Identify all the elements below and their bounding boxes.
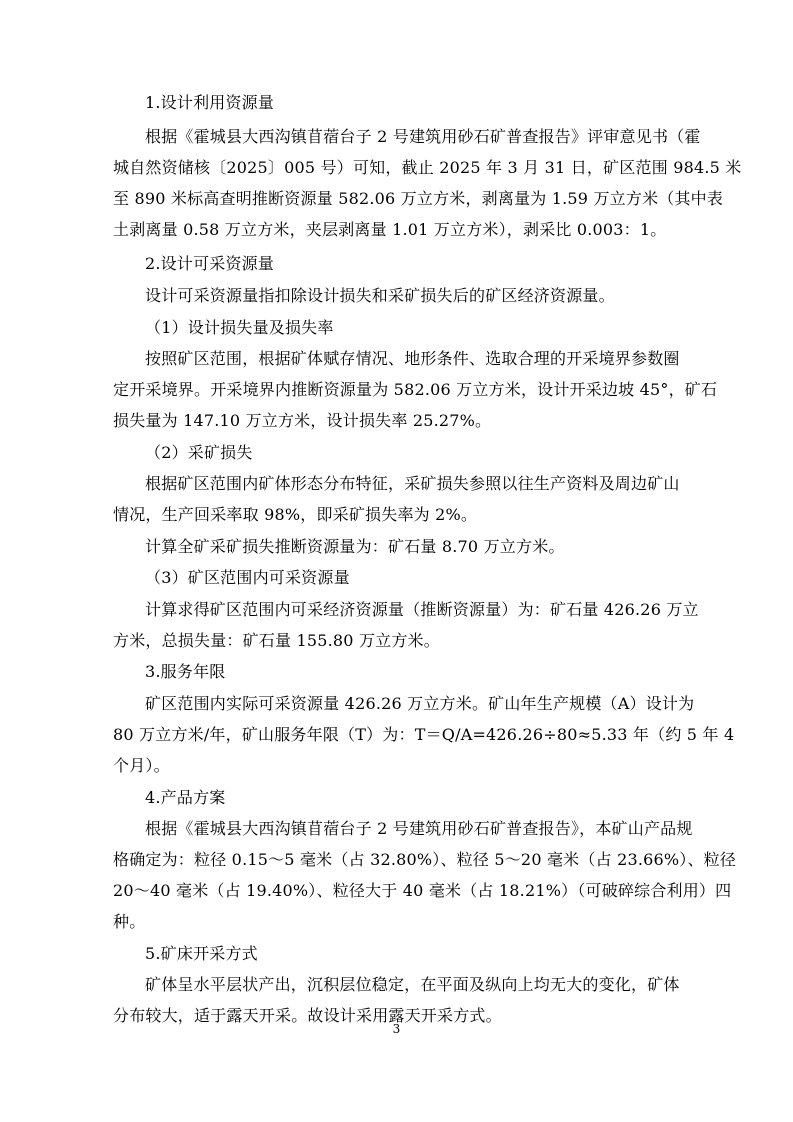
paragraph-line: 计算求得矿区范围内可采经济资源量（推断资源量）为：矿石量 426.26 万立 [145, 600, 699, 619]
paragraph-line: 至 890 米标高查明推断资源量 582.06 万立方米，剥离量为 1.59 万立方米（其中表 [113, 189, 724, 208]
section-heading-design-resources: 1.设计利用资源量 [145, 93, 275, 112]
paragraph-line: 格确定为：粒径 0.15～5 毫米（占 32.80%）、粒径 5～20 毫米（占 23.66%）、粒径 [113, 850, 737, 869]
paragraph-line: 矿体呈水平层状产出，沉积层位稳定，在平面及纵向上均无大的变化，矿体 [145, 975, 680, 994]
paragraph-line: 城自然资储核〔2025〕005 号）可知，截止 2025 年 3 月 31 日，矿区范围 984.5 米 [113, 158, 742, 177]
paragraph-line: 方米，总损失量：矿石量 155.80 万立方米。 [113, 631, 440, 650]
paragraph-line: 根据《霍城县大西沟镇苜蓿台子 2 号建筑用砂石矿普查报告》评审意见书（霍 [145, 127, 701, 146]
section-heading-minable-resources: 2.设计可采资源量 [145, 254, 275, 273]
paragraph-line: 个月）。 [113, 756, 170, 775]
subheading-design-loss: （1）设计损失量及损失率 [145, 318, 334, 337]
paragraph-line: 损失量为 147.10 万立方米，设计损失率 25.27%。 [113, 411, 492, 430]
paragraph-line: 根据《霍城县大西沟镇苜蓿台子 2 号建筑用砂石矿普查报告》，本矿山产品规 [145, 819, 693, 838]
section-heading-mining-method: 5.矿床开采方式 [145, 944, 258, 963]
paragraph-line: 按照矿区范围，根据矿体赋存情况、地形条件、选取合理的开采境界参数圈 [145, 349, 680, 368]
paragraph-line: 计算全矿采矿损失推断资源量为：矿石量 8.70 万立方米。 [145, 537, 565, 556]
paragraph-line: 20～40 毫米（占 19.40%）、粒径大于 40 毫米（占 18.21%）（可破碎综合利用）四 [113, 881, 732, 900]
section-heading-service-life: 3.服务年限 [145, 662, 226, 681]
paragraph-line: 80 万立方米/年，矿山服务年限（T）为：T＝Q/A=426.26÷80≈5.33 年（约 5 年 4 [113, 725, 735, 744]
section-heading-product-plan: 4.产品方案 [145, 788, 226, 807]
subheading-mining-loss: （2）采矿损失 [145, 443, 253, 462]
subheading-minable-within-area: （3）矿区范围内可采资源量 [145, 568, 350, 587]
page-number: 3 [392, 1022, 401, 1036]
paragraph-line: 土剥离量 0.58 万立方米，夹层剥离量 1.01 万立方米），剥采比 0.003：1。 [113, 220, 667, 239]
paragraph-line: 根据矿区范围内矿体形态分布特征，采矿损失参照以往生产资料及周边矿山 [145, 474, 680, 493]
paragraph-line: 设计可采资源量指扣除设计损失和采矿损失后的矿区经济资源量。 [145, 286, 615, 305]
paragraph-line: 情况，生产回采率取 98%，即采矿损失率为 2%。 [113, 505, 478, 524]
paragraph-line: 定开采境界。开采境界内推断资源量为 582.06 万立方米，设计开采边坡 45°，矿石 [113, 380, 718, 399]
paragraph-line: 分布较大，适于露天开采。故设计采用露天开采方式。 [113, 1006, 502, 1025]
paragraph-line: 矿区范围内实际可采资源量 426.26 万立方米。矿山年生产规模（A）设计为 [145, 694, 695, 713]
paragraph-line: 种。 [113, 912, 146, 931]
